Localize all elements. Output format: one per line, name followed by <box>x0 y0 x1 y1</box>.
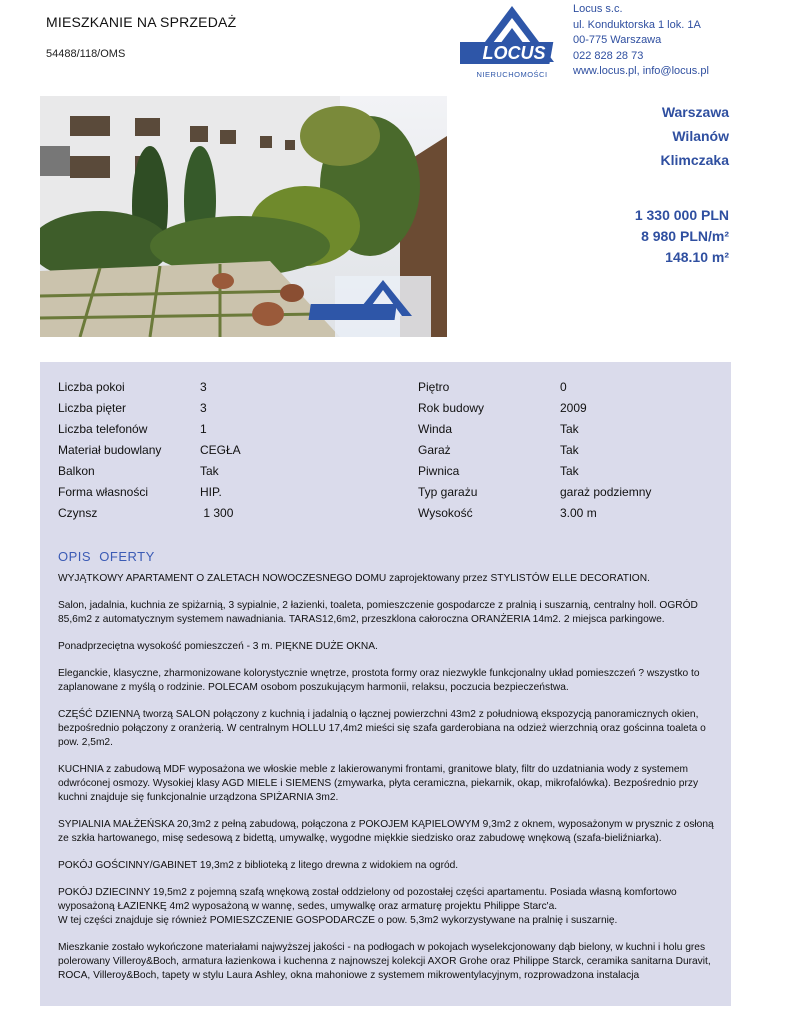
agency-city: 00-775 Warszawa <box>573 34 662 46</box>
prop-label: Garaż <box>418 443 451 457</box>
description-paragraph: Eleganckie, klasyczne, zharmonizowane kolorystycznie wnętrze, prostota formy oraz niezwykle funkcjonalny układ pomieszczeń ? wszystko to zaplanowane z myślą o rodzinie. POLECAM osobom poszukującym harmonii, relaksu, poczucia bezpieczeństwa. <box>58 668 700 693</box>
agency-phone: 022 828 28 73 <box>573 49 644 62</box>
prop-value: Tak <box>560 422 579 436</box>
prop-label: Liczba pięter <box>58 401 127 415</box>
description-paragraph: POKÓJ GOŚCINNY/GABINET 19,3m2 z biblioteką z litego drewna z widokiem na ogród. <box>58 860 459 871</box>
price-per-m2: 8 980 PLN/m² <box>641 228 729 244</box>
price-block <box>635 205 729 268</box>
description-paragraph: Salon, jadalnia, kuchnia ze spiżarnią, 3 sypialnie, 2 łazienki, toaleta, pomieszczenie gospodarcze z pralnią i suszarnią, centralny holl. OGRÓD 85,6m2 z automatycznym systemem nawadniania. TARAS12,6m2, przeszklona całoroczna ORANŻERIA 14m2. 2 miejsca parkingowe. <box>58 600 698 625</box>
prop-label: Typ garażu <box>418 485 478 499</box>
prop-value: 3 <box>200 380 207 394</box>
prop-value: HIP. <box>200 485 222 499</box>
description-paragraph: CZĘŚĆ DZIENNĄ tworzą SALON połączony z kuchnią i jadalnią o łącznej powierzchni 43m2 z południową ekspozycją panoramicznych okien, bezpośrednio połączony z oranżerią. W centralnym HOLLU 17,4m2 mieści się szafa garderobiana na odzież wierzchnią oraz gościnna toaleta o pow. 2,5m2. <box>58 709 706 748</box>
prop-label: Liczba telefonów <box>58 422 148 436</box>
locus-logo <box>460 4 564 82</box>
prop-label: Czynsz <box>58 506 98 520</box>
description-title: OPIS OFERTY <box>58 549 155 564</box>
description-paragraph: Mieszkanie zostało wykończone materiałami najwyższej jakości - na podłogach w pokojach wyselekcjonowany dąb bielony, w kuchni i holu gres polerowany Villeroy&Boch, armatura łazienkowa i kuchenna z najnowszej kolekcji AXOR Grohe oraz Philippe Starck, ceramika sanitarna Duravit, ROCA, Villeroy&Boch, tapety w stylu Laura Ashley, okna mahoniowe z systemem mikrowentylacyjnym, rozprowadzona instalacja <box>58 942 711 981</box>
prop-value: Tak <box>560 464 579 478</box>
location-district: Wilanów <box>672 128 729 144</box>
property-photo <box>40 96 447 337</box>
prop-label: Piętro <box>418 380 450 394</box>
prop-label: Liczba pokoi <box>58 380 125 394</box>
logo-subtitle: NIERUCHOMOŚCI <box>476 70 548 79</box>
prop-label: Winda <box>418 422 453 436</box>
description-paragraph: POKÓJ DZIECINNY 19,5m2 z pojemną szafą wnękową został oddzielony od pozostałej części apartamentu. Posiada własną komfortowo wyposażoną ŁAZIENKĘ 4m2 wyposażoną w wannę, sedes, umywalkę oraz armaturę projektu Philippe Starc'a. W tej części znajduje się również POMIESZCZENIE GOSPODARCZE o pow. 5,3m2 wykorzystywane na pralnię i suszarnię. <box>58 887 677 926</box>
prop-value: 1 300 <box>200 506 234 520</box>
agency-contact <box>573 2 709 80</box>
description-body <box>58 572 718 996</box>
price-total: 1 330 000 PLN <box>634 207 729 223</box>
prop-value: 2009 <box>560 401 587 415</box>
agency-street: ul. Konduktorska 1 lok. 1A <box>573 18 701 31</box>
location-street: Klimczaka <box>660 152 729 168</box>
prop-label: Piwnica <box>418 464 460 478</box>
prop-label: Balkon <box>58 464 95 478</box>
agency-web[interactable]: www.locus.pl, info@locus.pl <box>573 65 709 77</box>
prop-value: Tak <box>560 443 579 457</box>
prop-value: 0 <box>560 380 567 394</box>
logo-word: LOCUS <box>482 43 546 63</box>
location-city: Warszawa <box>661 104 729 120</box>
listing-title: MIESZKANIE NA SPRZEDAŻ <box>46 14 237 30</box>
prop-value: Tak <box>200 464 219 478</box>
listing-reference: 54488/118/OMS <box>46 48 126 60</box>
area: 148.10 m² <box>665 249 729 265</box>
prop-label: Materiał budowlany <box>58 443 162 457</box>
prop-label: Wysokość <box>418 506 473 520</box>
description-paragraph: Ponadprzeciętna wysokość pomieszczeń - 3 m. PIĘKNE DUŻE OKNA. <box>58 641 378 652</box>
location-block <box>661 100 729 172</box>
description-paragraph: KUCHNIA z zabudową MDF wyposażona we włoskie meble z lakierowanymi frontami, granitowe blaty, filtr do uzdatniania wody z systemem odwróconej osmozy. Wysokiej klasy AGD MIELE i SIEMENS (zmywarka, płyta ceramiczna, piekarnik, okap, mikrofalówka). Bezpośrednio przy kuchni znajduje się funkcjonalnie urządzona SPIŻARNIA 3m2. <box>58 764 699 803</box>
prop-value: 3.00 m <box>560 506 597 520</box>
prop-label: Rok budowy <box>418 401 485 415</box>
description-paragraph: WYJĄTKOWY APARTAMENT O ZALETACH NOWOCZESNEGO DOMU zaprojektowany przez STYLISTÓW ELLE DECORATION. <box>58 573 650 584</box>
agency-name: Locus s.c. <box>573 3 623 15</box>
description-paragraph: SYPIALNIA MAŁŻEŃSKA 20,3m2 z pełną zabudową, połączona z POKOJEM KĄPIELOWYM 9,3m2 z oknem, wyposażonym w prysznic z osłoną ze szkła hartowanego, misę sedesową z bidettą, umywalkę, wygodne miękkie siedzisko oraz zabudowę wnękową (szafa-bieliźniarka). <box>58 819 714 844</box>
prop-value: garaż podziemny <box>560 485 652 499</box>
prop-label: Forma własności <box>58 485 149 499</box>
prop-value: CEGŁA <box>200 443 241 457</box>
prop-value: 1 <box>200 422 207 436</box>
prop-value: 3 <box>200 401 207 415</box>
